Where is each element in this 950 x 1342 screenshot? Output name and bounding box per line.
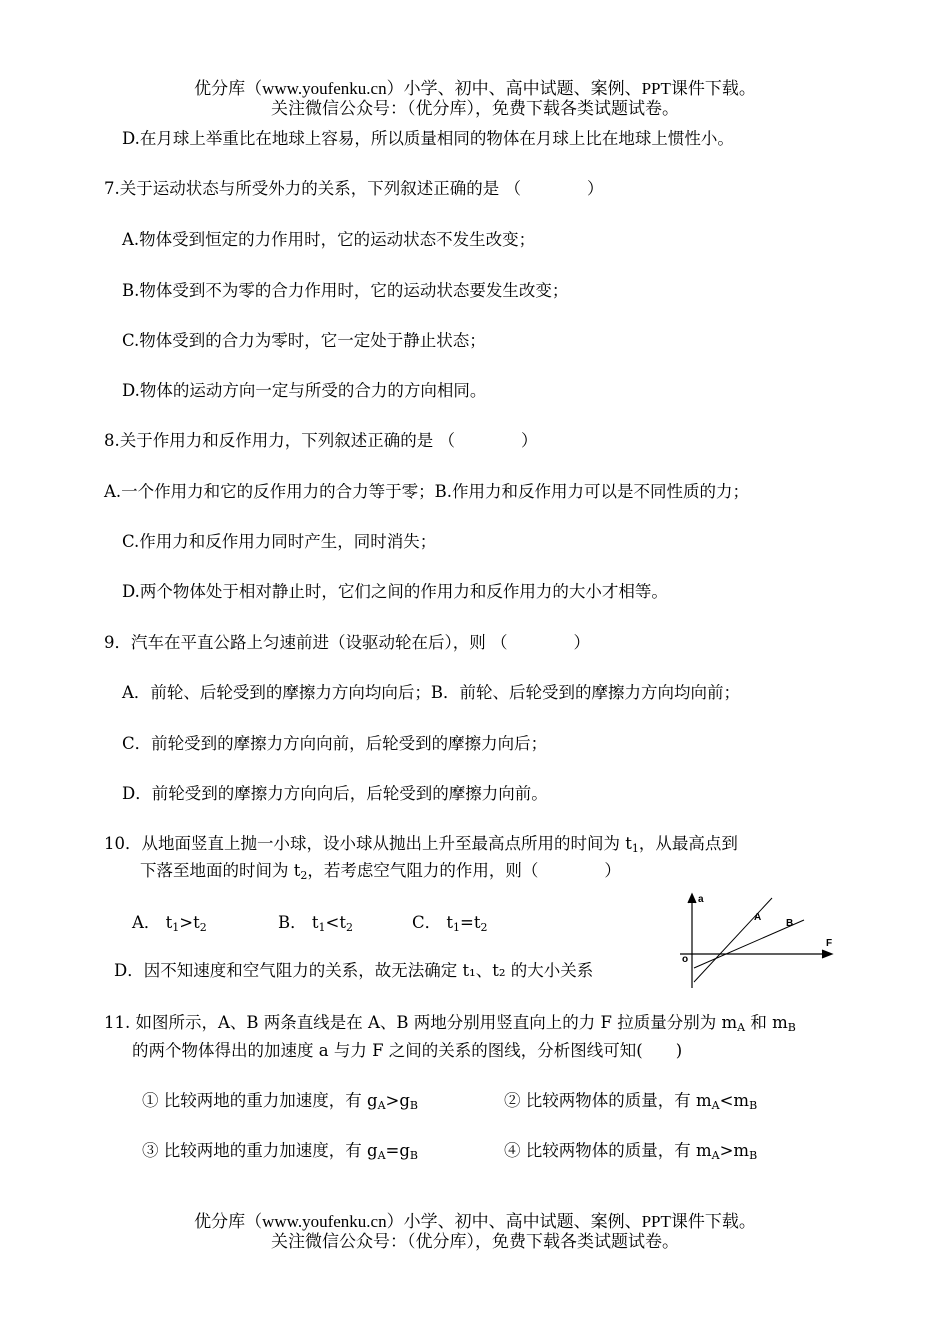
q11-stem-line-2: 的两个物体得出的加速度 a 与力 F 之间的关系的图线，分析图线可知( ) bbox=[132, 1041, 683, 1060]
q11-option-4: ④ 比较两物体的质量，有 $m_A>m_B$ bbox=[504, 1141, 758, 1162]
q11-option-3: ③ 比较两地的重力加速度，有 $g_A=g_B$ bbox=[142, 1141, 418, 1162]
q10-option-a: A． $t_1>t_2$ bbox=[132, 913, 207, 934]
q10-option-b: B． $t_1<t_2$ bbox=[278, 913, 353, 934]
q8-option-d: D.两个物体处于相对静止时，它们之间的作用力和反作用力的大小才相等。 bbox=[122, 582, 668, 601]
page-footer-line-1: 优分库（www.youfenku.cn）小学、初中、高中试题、案例、PPT课件下载。 bbox=[194, 1212, 756, 1231]
q8-option-ab: A.一个作用力和它的反作用力的合力等于零；B.作用力和反作用力可以是不同性质的力； bbox=[104, 482, 750, 501]
page-header-line-1: 优分库（www.youfenku.cn）小学、初中、高中试题、案例、PPT课件下载。 bbox=[194, 79, 756, 98]
q10-option-c: C． $t_1=t_2$ bbox=[412, 913, 488, 934]
q7-stem: 7.关于运动状态与所受外力的关系，下列叙述正确的是 （ ） bbox=[104, 179, 604, 198]
page-header-line-2: 关注微信公众号：（优分库），免费下载各类试题试卷。 bbox=[271, 99, 679, 118]
origin-label: o bbox=[682, 954, 689, 965]
q9-option-d: D．前轮受到的摩擦力方向向后，后轮受到的摩擦力向前。 bbox=[122, 784, 548, 803]
q10-stem-line-2: 下落至地面的时间为 $t_2$，若考虑空气阻力的作用，则（ ） bbox=[140, 861, 621, 882]
q6-option-d: D.在月球上举重比在地球上容易，所以质量相同的物体在月球上比在地球上惯性小。 bbox=[122, 129, 734, 148]
q11-stem-line-1: 11. 如图所示，A、B 两条直线是在 A、B 两地分别用竖直向上的力 F 拉质量分别为 $m_A$ 和 $m_B$ bbox=[104, 1013, 796, 1034]
q11-option-1: ① 比较两地的重力加速度，有 $g_A>g_B$ bbox=[142, 1091, 418, 1112]
q7-option-c: C.物体受到的合力为零时，它一定处于静止状态； bbox=[122, 331, 486, 350]
q10-option-d: D．因不知速度和空气阻力的关系，故无法确定 t₁、t₂ 的大小关系 bbox=[114, 961, 594, 980]
line-a bbox=[694, 898, 772, 982]
q10-stem-line-1: 10．从地面竖直上抛一小球，设小球从抛出上升至最高点所用的时间为 $t_1$，从最高点到 bbox=[104, 834, 738, 855]
page-footer-line-2: 关注微信公众号：（优分库），免费下载各类试题试卷。 bbox=[271, 1232, 679, 1251]
line-b-label: B bbox=[786, 918, 794, 929]
q9-option-ab: A．前轮、后轮受到的摩擦力方向均向后；B．前轮、后轮受到的摩擦力方向均向前； bbox=[122, 683, 741, 702]
y-axis-arrow-icon bbox=[688, 894, 696, 903]
q8-option-c: C.作用力和反作用力同时产生，同时消失； bbox=[122, 532, 437, 551]
q11-option-2: ② 比较两物体的质量，有 $m_A<m_B$ bbox=[504, 1091, 758, 1112]
x-axis-label: F bbox=[826, 938, 833, 949]
q9-option-c: C．前轮受到的摩擦力方向向前，后轮受到的摩擦力向后； bbox=[122, 734, 548, 753]
a-f-graph bbox=[680, 890, 840, 990]
x-axis-arrow-icon bbox=[822, 950, 832, 958]
line-a-label: A bbox=[754, 912, 762, 923]
q8-stem: 8.关于作用力和反作用力，下列叙述正确的是 （ ） bbox=[104, 431, 538, 450]
q7-option-d: D.物体的运动方向一定与所受的合力的方向相同。 bbox=[122, 381, 487, 400]
q7-option-a: A.物体受到恒定的力作用时，它的运动状态不发生改变； bbox=[122, 230, 536, 249]
y-axis-label: a bbox=[698, 894, 704, 905]
q9-stem: 9．汽车在平直公路上匀速前进（设驱动轮在后），则 （ ） bbox=[104, 633, 590, 652]
q7-option-b: B.物体受到不为零的合力作用时，它的运动状态要发生改变； bbox=[122, 281, 569, 300]
